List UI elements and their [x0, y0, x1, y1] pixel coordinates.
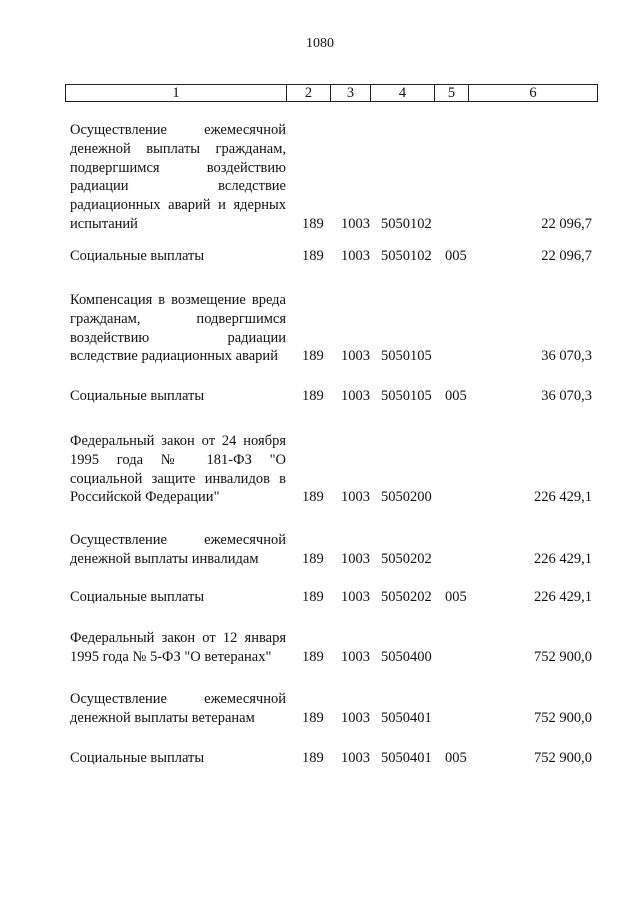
cell-c2: 189: [302, 648, 324, 665]
cell-c4: 5050401: [381, 709, 432, 726]
cell-c2: 189: [302, 750, 324, 766]
column-header-4: 4: [371, 85, 435, 102]
row-description: [70, 531, 286, 569]
table-row: [0, 749, 640, 768]
description-line: социальной защите инвалидов в: [70, 470, 286, 487]
cell-c2: 189: [302, 709, 324, 726]
table-row: [0, 588, 640, 607]
cell-c4: 5050200: [381, 489, 432, 506]
row-description: [70, 387, 286, 406]
cell-c4: 5050105: [381, 388, 432, 404]
cell-c3: 1003: [341, 348, 370, 365]
cell-c3: 1003: [341, 750, 370, 766]
cell-c3: 1003: [341, 248, 370, 264]
cell-c2: 189: [302, 348, 324, 365]
cell-c4: 5050102: [381, 248, 432, 264]
description-line: Российской Федерации": [70, 489, 220, 506]
row-description: [70, 291, 286, 366]
column-header-table: [65, 84, 598, 102]
cell-c2: 189: [302, 550, 324, 567]
description-line: Социальные выплаты: [70, 388, 205, 404]
description-line: Осуществление ежемесячной: [70, 122, 286, 138]
column-header-2: 2: [287, 85, 331, 102]
cell-c4: 5050202: [381, 589, 432, 605]
description-line: Социальные выплаты: [70, 589, 205, 605]
cell-c6: 752 900,0: [534, 709, 592, 726]
page-number: 1080: [306, 36, 334, 51]
column-header-6: 6: [469, 85, 598, 102]
description-line: испытаний: [70, 215, 138, 232]
description-line: подвергшимся воздействию: [70, 159, 286, 176]
row-description: [70, 121, 286, 234]
cell-c3: 1003: [341, 709, 370, 726]
row-description: [70, 432, 286, 507]
cell-c6: 752 900,0: [534, 648, 592, 665]
cell-c2: 189: [302, 248, 324, 264]
cell-c6: 226 429,1: [534, 589, 592, 605]
cell-c3: 1003: [341, 589, 370, 605]
description-line: 1995 года № 181-ФЗ "О: [70, 451, 286, 468]
cell-c2: 189: [302, 215, 324, 232]
cell-c4: 5050105: [381, 348, 432, 365]
description-line: радиации вследствие: [70, 178, 286, 195]
description-line: радиационных аварий и ядерных: [70, 197, 286, 214]
cell-c3: 1003: [341, 550, 370, 567]
description-line: денежной выплаты гражданам,: [70, 140, 286, 157]
table-row: [0, 629, 640, 667]
description-line: Осуществление ежемесячной: [70, 532, 286, 548]
description-line: Федеральный закон от 12 января: [70, 630, 286, 646]
row-description: [70, 588, 286, 607]
cell-c5: 005: [445, 388, 467, 404]
row-description: [70, 690, 286, 728]
table-row: [0, 690, 640, 728]
row-description: [70, 629, 286, 667]
table-row: [0, 387, 640, 406]
cell-c6: 226 429,1: [534, 550, 592, 567]
column-header-3: 3: [331, 85, 371, 102]
table-row: [0, 121, 640, 234]
cell-c4: 5050102: [381, 215, 432, 232]
cell-c6: 22 096,7: [541, 215, 592, 232]
description-line: 1995 года № 5-ФЗ "О ветеранах": [70, 648, 272, 665]
cell-c6: 226 429,1: [534, 489, 592, 506]
cell-c3: 1003: [341, 215, 370, 232]
cell-c3: 1003: [341, 388, 370, 404]
cell-c2: 189: [302, 489, 324, 506]
cell-c3: 1003: [341, 489, 370, 506]
cell-c2: 189: [302, 388, 324, 404]
description-line: денежной выплаты инвалидам: [70, 550, 259, 567]
column-header-5: 5: [435, 85, 469, 102]
cell-c5: 005: [445, 248, 467, 264]
description-line: денежной выплаты ветеранам: [70, 709, 255, 726]
table-row: [0, 291, 640, 366]
cell-c4: 5050400: [381, 648, 432, 665]
cell-c6: 752 900,0: [534, 750, 592, 766]
description-line: Федеральный закон от 24 ноября: [70, 433, 286, 449]
cell-c6: 22 096,7: [541, 248, 592, 264]
description-line: Компенсация в возмещение вреда: [70, 292, 286, 308]
description-line: Социальные выплаты: [70, 750, 205, 766]
table-row: [0, 247, 640, 266]
cell-c6: 36 070,3: [541, 348, 592, 365]
description-line: гражданам, подвергшимся: [70, 310, 286, 327]
cell-c4: 5050202: [381, 550, 432, 567]
description-line: Осуществление ежемесячной: [70, 691, 286, 707]
cell-c5: 005: [445, 589, 467, 605]
cell-c3: 1003: [341, 648, 370, 665]
row-description: [70, 749, 286, 768]
cell-c2: 189: [302, 589, 324, 605]
cell-c4: 5050401: [381, 750, 432, 766]
description-line: вследствие радиационных аварий: [70, 348, 278, 365]
table-row: [0, 531, 640, 569]
column-header-1: 1: [66, 85, 287, 102]
row-description: [70, 247, 286, 266]
cell-c5: 005: [445, 750, 467, 766]
cell-c6: 36 070,3: [541, 388, 592, 404]
description-line: воздействию радиации: [70, 329, 286, 346]
table-row: [0, 432, 640, 507]
description-line: Социальные выплаты: [70, 248, 205, 264]
